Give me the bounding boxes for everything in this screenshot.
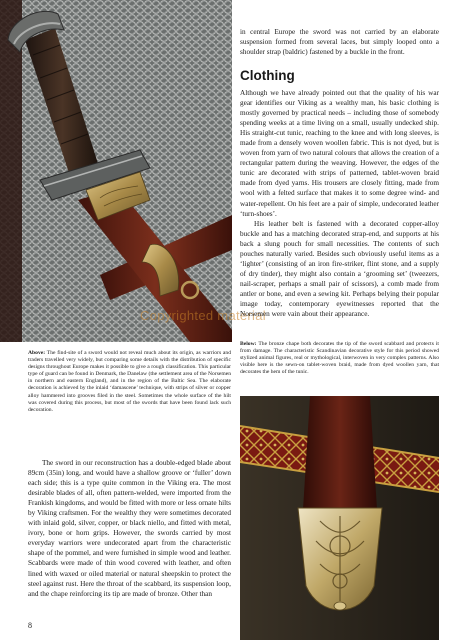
scabbard-chape-illustration bbox=[240, 396, 439, 640]
body-text-right bbox=[240, 88, 439, 319]
caption-lead: Below: bbox=[240, 341, 257, 347]
caption-lead: Above: bbox=[28, 350, 46, 356]
sword-hilt-illustration bbox=[0, 0, 232, 342]
sword-hilt-photo bbox=[0, 0, 232, 342]
photo-caption-left bbox=[28, 350, 231, 414]
body-text-right-top bbox=[240, 27, 439, 57]
copyright-watermark: Copyrighted material bbox=[140, 308, 266, 323]
section-heading: Clothing bbox=[240, 68, 295, 83]
body-paragraph: in central Europe the sword was not carried by an elaborate suspension formed from several laces, but simply looped onto a shoulder strap (baldric) fastened by a buckle in the front. bbox=[240, 28, 439, 57]
body-paragraph: The sword in our reconstruction has a double-edged blade about 89cm (35in) long, and would have a shallow groove or ‘fuller’ down each side; this is a type quite common in the Viking era. The most desirable blades of all, often pattern-welded, were imported from the Frankish kingdoms, and would be fitted with more or less ornate hilts by Viking craftsmen. For the wealthy they were sometimes decorated with inlaid gold, silver, copper, or black niello, and fitted with metal, ivory, bone or horn grips. However, the swords carried by most everyday warriors were undecorated apart from the characteristic shape of the pommel, and were furnished in simple wood and leather. Scabbards were made of thin wood covered with leather, and often lined with waxed or oiled material or natural sheepskin to protect the steel against rust. Here the throat of the scabbard, its suspension loop, and the chape reinforcing its tip are made of bronze. Other than bbox=[28, 459, 231, 598]
caption-text: The bronze chape both decorates the tip of the sword scabbard and protects it from damage. The characteristic Scandinavian decorative style for this period showed stylized animal figures, real or mythological, interwoven in very complex patterns. Also visible here is the sewn-on tablet-woven braid, made from dyed woollen yarn, that decorates the hem of the tunic. bbox=[240, 341, 439, 376]
scabbard-chape-photo bbox=[240, 396, 439, 640]
body-paragraph: His leather belt is fastened with a decorated copper-alloy buckle and has a matching decorated strap-end, and supports at his back a slung pouch for small necessities. The contents of such pouches naturally varied. Besides such obviously useful items as a ‘lighter’ (consisting of an iron fire-striker, flint stone, and a supply of dry tinder), they might also contain a ‘grooming set’ (tweezers, nail-scraper, perhaps a small pair of scissors), a comb made from antler or bone, and even a sewing kit. Perhaps belying their popular image today, contemporary eyewitnesses reported that the Norsemen were vain about their appearance. bbox=[240, 219, 439, 319]
photo-caption-right bbox=[240, 341, 439, 376]
caption-text: The find-site of a sword would not reveal much about its origin, as warriors and traders travelled very widely, but comparing some details with the distribution of specific designs throughout Europe makes it possible to give a rough classification. This particular type of guard can be found in Denmark, the Danelaw (the settlement area of the Norsemen in northern and eastern England), and in the region of the Baltic Sea. The elaborate decoration is achieved by the inlaid ‘damascene’ technique, with strips of silver or copper alloy hammered into grooves filed in the steel. Sometimes the whole surface of the hilt was covered during this process, but most of the swords that have been found lack such decoration. bbox=[28, 350, 231, 413]
body-paragraph: Although we have already pointed out that the quality of his war gear identifies our Viking as a wealthy man, his basic clothing is mostly governed by practical needs – including those of somebody spending weeks at a time living on a small, usually undecked ship. His straight-cut tunic, reaching to the knee and with long sleeves, is made from a densely woven woollen fabric. This is not dyed, but is woven from yarn of two natural colours that allows the creation of a rectangular pattern during the weaving. However, the edges of the tunic are decorated with strips of patterned, tablet-woven braid made from dyed yarns. His trousers are closely fitting, made from wool with a felted surface that makes it to some degree wind- and water-repellent. On his feet are a pair of simple, undecorated leather ‘turn-shoes’. bbox=[240, 89, 439, 218]
body-text-left bbox=[28, 458, 231, 599]
page-number: 8 bbox=[28, 621, 32, 630]
